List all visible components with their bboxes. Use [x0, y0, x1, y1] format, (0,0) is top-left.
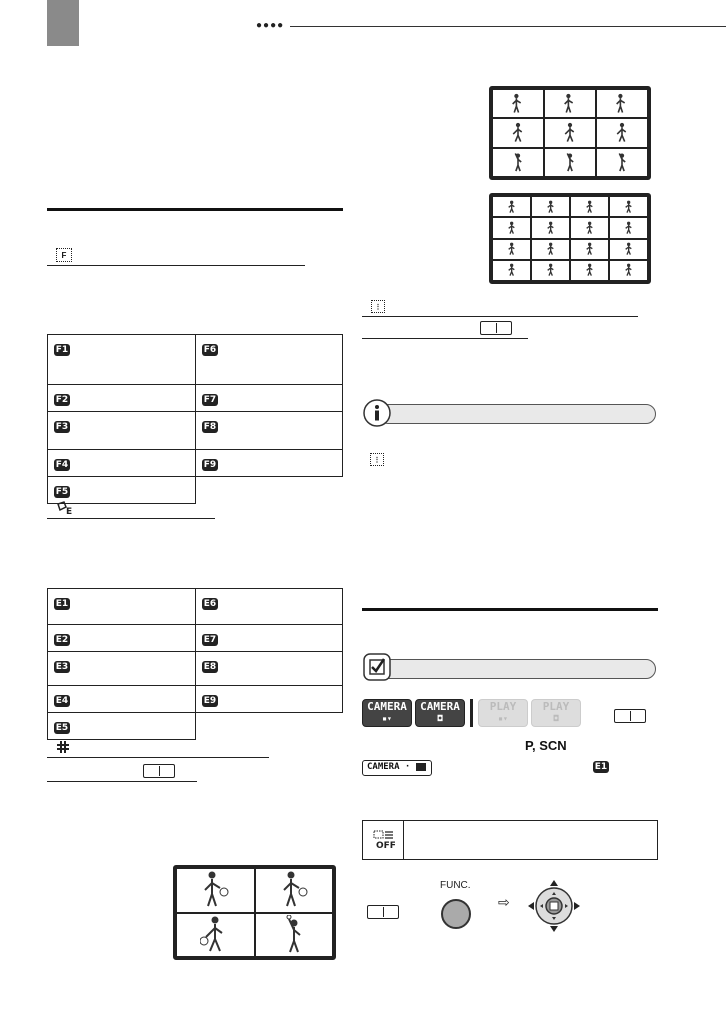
mode-divider — [470, 699, 473, 727]
subsection-underline — [47, 265, 305, 266]
e8-badge: E8 — [203, 662, 217, 672]
tennis-figure-icon — [492, 260, 531, 281]
tennis-figure-icon — [596, 148, 648, 177]
tennis-figure-icon — [544, 118, 596, 147]
section-rule-left — [47, 208, 343, 211]
f2-badge: F2 — [55, 395, 69, 405]
photo-icon — [416, 763, 426, 771]
tennis-figure-icon — [492, 239, 531, 260]
tennis-figure-icon — [609, 217, 648, 238]
joystick-icon — [526, 878, 582, 934]
page-reference-icon — [367, 905, 399, 919]
mode-dial-positions: P, SCN — [525, 738, 567, 753]
mode-play-movie — [478, 699, 528, 727]
tennis-figure-icon — [492, 148, 544, 177]
multi-image-4x4 — [489, 193, 651, 284]
tennis-figure-icon — [570, 196, 609, 217]
arrow-right-icon: ⇨ — [498, 894, 510, 910]
tennis-figure-icon — [570, 239, 609, 260]
tennis-figure-icon — [544, 89, 596, 118]
header-rule — [290, 26, 726, 27]
tennis-figure-icon — [531, 217, 570, 238]
f3-badge: F3 — [55, 422, 69, 432]
row-divider — [403, 821, 404, 859]
multi-image-2x2 — [173, 865, 336, 960]
tennis-figure-icon — [492, 118, 544, 147]
picture-effect-icon: ⋮ — [370, 453, 384, 466]
tennis-figure-icon — [492, 196, 531, 217]
mode-label: PLAY — [489, 700, 517, 713]
mode-play-photo — [531, 699, 581, 727]
header-dots: ●●●● — [256, 20, 285, 31]
f9-badge: F9 — [203, 460, 217, 470]
mode-camera-movie — [362, 699, 412, 727]
subsection-underline — [362, 316, 638, 317]
e1-badge: E1 — [55, 599, 69, 609]
svg-text:OFF: OFF — [376, 841, 395, 850]
tennis-figure-icon — [176, 868, 255, 913]
tennis-figure-icon — [570, 260, 609, 281]
tennis-figure-icon — [596, 89, 648, 118]
tennis-figure-icon — [531, 260, 570, 281]
notes-header-bar — [378, 404, 656, 424]
picture-effect-icon: F — [56, 248, 72, 262]
tennis-figure-icon — [609, 260, 648, 281]
f1-badge: F1 — [55, 345, 69, 355]
camera-photo-badge — [362, 760, 432, 776]
checklist-header-bar — [378, 659, 656, 679]
tennis-figure-icon — [492, 89, 544, 118]
subsection-underline — [47, 781, 197, 782]
f4-badge: F4 — [55, 460, 69, 470]
tennis-figure-icon — [492, 217, 531, 238]
tennis-figure-icon — [570, 217, 609, 238]
tennis-figure-icon — [609, 239, 648, 260]
svg-text:E: E — [66, 507, 73, 515]
chapter-tab-marker — [47, 0, 79, 46]
tennis-figure-icon — [544, 148, 596, 177]
subsection-underline — [47, 757, 269, 758]
digital-effect-icon — [56, 501, 76, 515]
multi-image-3x3 — [489, 86, 651, 180]
page-reference-icon — [480, 321, 512, 335]
grid-icon — [57, 740, 69, 752]
f-modes-table — [47, 334, 343, 504]
movie-icon: ▪▾ — [498, 714, 508, 723]
e-modes-table — [47, 588, 343, 740]
mode-camera-photo — [415, 699, 465, 727]
tennis-figure-icon — [255, 868, 334, 913]
e3-badge: E3 — [55, 662, 69, 672]
tennis-figure-icon — [596, 118, 648, 147]
func-button — [441, 899, 471, 929]
section-rule-right — [362, 608, 658, 611]
e9-badge: E9 — [203, 696, 217, 706]
f5-badge: F5 — [55, 487, 69, 497]
mode-label: CAMERA — [367, 700, 407, 713]
e2-badge: E2 — [55, 635, 69, 645]
mode-label: PLAY — [542, 700, 570, 713]
tennis-figure-icon — [531, 239, 570, 260]
tennis-figure-icon — [176, 913, 255, 958]
page-reference-icon — [143, 764, 175, 778]
f6-badge: F6 — [203, 345, 217, 355]
checklist-icon — [363, 653, 391, 681]
e4-badge: E4 — [55, 696, 69, 706]
photo-icon: ◘ — [553, 714, 559, 723]
subsection-underline — [47, 518, 215, 519]
e6-badge: E6 — [203, 599, 217, 609]
page-reference-icon — [614, 709, 646, 723]
subsection-underline — [362, 338, 528, 339]
info-icon — [362, 398, 392, 428]
e7-badge: E7 — [203, 635, 217, 645]
e5-badge: E5 — [55, 723, 69, 733]
mode-label: CAMERA — [420, 700, 460, 713]
multi-image-speed-icon: ⋮ — [371, 300, 385, 313]
tennis-figure-icon — [255, 913, 334, 958]
tennis-figure-icon — [531, 196, 570, 217]
func-label: FUNC. — [440, 880, 471, 891]
e1-badge: E1 — [594, 762, 608, 772]
tennis-figure-icon — [609, 196, 648, 217]
effect-off-icon — [373, 830, 395, 850]
photo-icon: ◘ — [437, 714, 443, 723]
badge-label: CAMERA · — [367, 762, 416, 772]
movie-icon: ▪▾ — [382, 714, 392, 723]
effect-off-row — [362, 820, 658, 860]
f7-badge: F7 — [203, 395, 217, 405]
f8-badge: F8 — [203, 422, 217, 432]
